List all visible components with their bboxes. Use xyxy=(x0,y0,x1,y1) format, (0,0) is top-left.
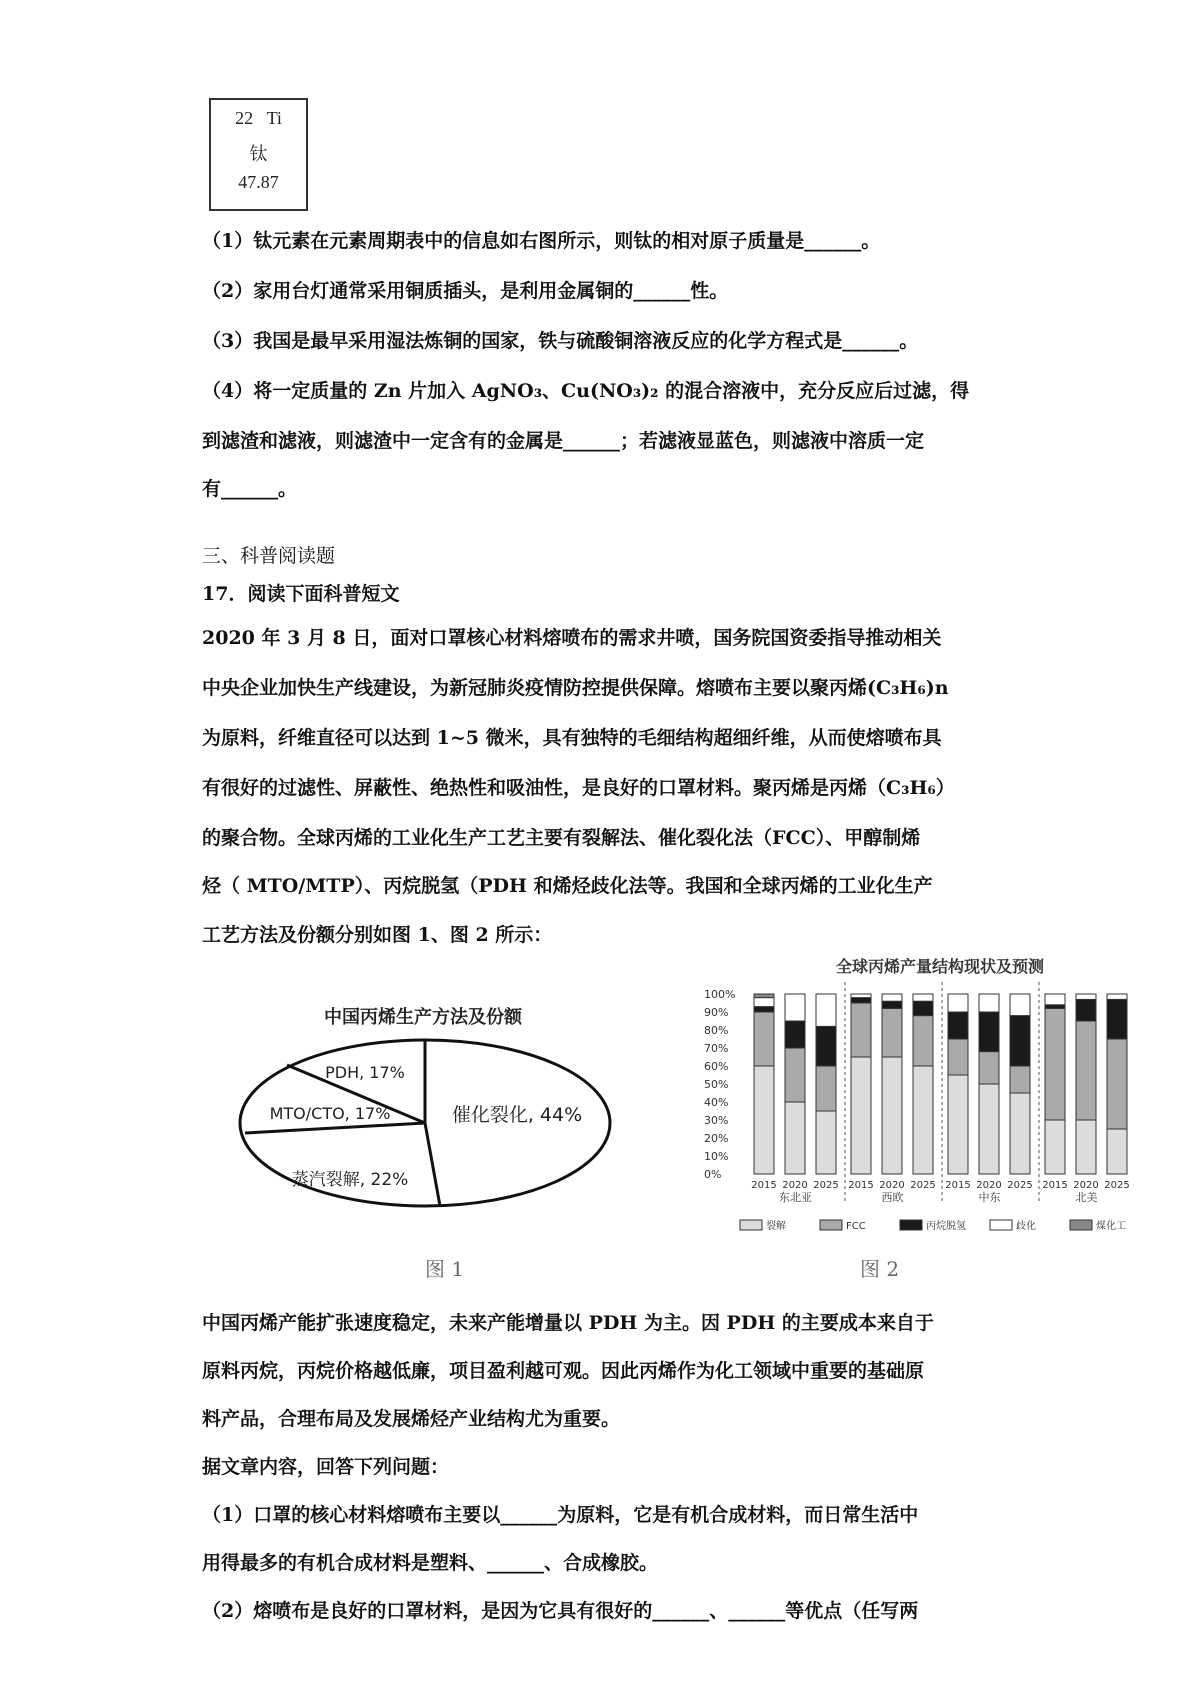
bar-segment-丙烷脱氢 xyxy=(851,998,871,1003)
y-tick-label: 70% xyxy=(704,1042,729,1055)
section-title: 三、科普阅读题 xyxy=(202,545,336,567)
figure1-pie-chart xyxy=(235,995,620,1210)
bar-segment-裂解 xyxy=(979,1084,999,1174)
bar-title: 全球丙烯产量结构现状及预测 xyxy=(835,957,1045,976)
body-line: 料产品，合理布局及发展烯烃产业结构尤为重要。 xyxy=(202,1408,621,1430)
q16-part1: （1）钛元素在元素周期表中的信息如右图所示，则钛的相对原子质量是______。 xyxy=(202,230,881,252)
prompt-line: 据文章内容，回答下列问题： xyxy=(202,1456,450,1478)
q16-part4-cont: 到滤渣和滤液，则滤渣中一定含有的金属是______；若滤液显蓝色，则滤液中溶质一定 xyxy=(202,430,925,452)
atomic-mass: 47.87 xyxy=(238,172,279,192)
legend-label: FCC xyxy=(846,1221,866,1232)
figure1-caption: 图 1 xyxy=(425,1257,465,1281)
y-tick-label: 90% xyxy=(704,1006,729,1019)
legend-swatch xyxy=(740,1220,762,1230)
legend-label: 裂解 xyxy=(766,1221,786,1232)
group-label: 中东 xyxy=(978,1191,1001,1204)
figure2-caption: 图 2 xyxy=(860,1257,900,1281)
bar-segment-丙烷脱氢 xyxy=(1076,999,1096,1021)
bar-segment-FCC xyxy=(1010,1066,1030,1093)
bar-segment-丙烷脱氢 xyxy=(1045,1005,1065,1009)
x-tick-label: 2015 xyxy=(945,1180,971,1191)
article-line: 中央企业加快生产线建设，为新冠肺炎疫情防控提供保障。熔喷布主要以聚丙烯(C₃H₆)n xyxy=(202,677,949,699)
bar-segment-歧化 xyxy=(785,994,805,1021)
y-tick-label: 0% xyxy=(704,1168,722,1181)
pie-label-fcc: 催化裂化, 44% xyxy=(451,1104,583,1126)
x-tick-label: 2020 xyxy=(1073,1180,1099,1191)
x-tick-label: 2020 xyxy=(782,1180,808,1191)
x-tick-label: 2020 xyxy=(879,1180,905,1191)
bar-segment-FCC xyxy=(754,1012,774,1066)
bar-segment-FCC xyxy=(979,1052,999,1084)
q16-part4: （4）将一定质量的 Zn 片加入 AgNO₃、Cu(NO₃)₂ 的混合溶液中，充分反应后过滤，得 xyxy=(202,380,970,402)
article-line: 为原料，纤维直径可以达到 1~5 微米，具有独特的毛细结构超细纤维，从而使熔喷布具 xyxy=(202,727,942,749)
bar-segment-FCC xyxy=(816,1066,836,1111)
bar-segment-裂解 xyxy=(882,1057,902,1174)
q16-part4-end: 有______。 xyxy=(202,478,298,500)
group-label: 西欧 xyxy=(881,1191,904,1204)
x-tick-label: 2025 xyxy=(1007,1180,1033,1191)
legend-swatch xyxy=(1070,1220,1092,1230)
legend-label: 煤化工 xyxy=(1096,1221,1126,1232)
bar-segment-丙烷脱氢 xyxy=(1010,1016,1030,1066)
pie-label-pdh: PDH, 17% xyxy=(325,1063,405,1082)
bar-segment-FCC xyxy=(913,1016,933,1066)
bar-segment-裂解 xyxy=(948,1075,968,1174)
atomic-number: 22 xyxy=(235,108,254,128)
bar-segment-丙烷脱氢 xyxy=(754,1007,774,1012)
q16-part2: （2）家用台灯通常采用铜质插头，是利用金属铜的______性。 xyxy=(202,280,729,302)
bar-segment-歧化 xyxy=(1045,994,1065,1005)
legend-label: 丙烷脱氢 xyxy=(926,1221,966,1232)
bar-segment-裂解 xyxy=(785,1102,805,1174)
bar-segment-FCC xyxy=(882,1008,902,1057)
bar-segment-裂解 xyxy=(1076,1120,1096,1174)
bar-segment-歧化 xyxy=(1107,994,1127,999)
bar-segment-歧化 xyxy=(1076,994,1096,999)
bar-segment-丙烷脱氢 xyxy=(913,1001,933,1015)
group-label: 东北亚 xyxy=(779,1191,812,1204)
article-line: 工艺方法及份额分别如图 1、图 2 所示： xyxy=(202,924,553,946)
x-tick-label: 2025 xyxy=(910,1180,936,1191)
pie-label-mto: MTO/CTO, 17% xyxy=(269,1104,391,1123)
bar-segment-裂解 xyxy=(754,1066,774,1174)
bar-segment-丙烷脱氢 xyxy=(948,1012,968,1039)
bar-segment-丙烷脱氢 xyxy=(882,1001,902,1008)
y-tick-label: 10% xyxy=(704,1150,729,1163)
bar-segment-FCC xyxy=(1045,1008,1065,1120)
q17-part1-cont: 用得最多的有机合成材料是塑料、______、合成橡胶。 xyxy=(202,1552,659,1574)
legend-label: 歧化 xyxy=(1016,1221,1036,1232)
bar-segment-FCC xyxy=(785,1048,805,1102)
bar-segment-丙烷脱氢 xyxy=(979,1012,999,1052)
q17-title: 17．阅读下面科普短文 xyxy=(202,583,400,605)
y-tick-label: 20% xyxy=(704,1132,729,1145)
q17-part2: （2）熔喷布是良好的口罩材料，是因为它具有很好的______、______等优点（任写两 xyxy=(202,1600,919,1622)
bar-segment-歧化 xyxy=(913,994,933,1001)
bar-segment-歧化 xyxy=(816,994,836,1026)
bar-segment-煤化工 xyxy=(754,994,774,998)
bar-segment-歧化 xyxy=(851,994,871,998)
legend-swatch xyxy=(900,1220,922,1230)
element-name: 钛 xyxy=(249,144,268,164)
legend-swatch xyxy=(820,1220,842,1230)
bar-segment-裂解 xyxy=(1107,1129,1127,1174)
bar-segment-丙烷脱氢 xyxy=(1107,999,1127,1039)
bar-segment-丙烷脱氢 xyxy=(785,1021,805,1048)
x-tick-label: 2025 xyxy=(1104,1180,1130,1191)
pie-label-steam: 蒸汽裂解, 22% xyxy=(291,1170,409,1190)
body-line: 原料丙烷，丙烷价格越低廉，项目盈利越可观。因此丙烯作为化工领域中重要的基础原 xyxy=(202,1360,925,1382)
bar-segment-FCC xyxy=(851,1003,871,1057)
y-tick-label: 80% xyxy=(704,1024,729,1037)
bar-segment-FCC xyxy=(1107,1039,1127,1129)
bar-segment-歧化 xyxy=(882,994,902,1001)
bar-segment-歧化 xyxy=(948,994,968,1012)
x-tick-label: 2015 xyxy=(1042,1180,1068,1191)
article-line: 的聚合物。全球丙烯的工业化生产工艺主要有裂解法、催化裂化法（FCC）、甲醇制烯 xyxy=(202,827,921,849)
element-number-symbol xyxy=(211,108,306,129)
bar-segment-歧化 xyxy=(979,994,999,1012)
article-line: 烃（ MTO/MTP）、丙烷脱氢（PDH 和烯烃歧化法等。我国和全球丙烯的工业化生产 xyxy=(202,875,933,897)
pie-title: 中国丙烯生产方法及份额 xyxy=(324,1007,522,1028)
bar-segment-裂解 xyxy=(1010,1093,1030,1174)
article-line: 2020 年 3 月 8 日，面对口罩核心材料熔喷布的需求井喷，国务院国资委指导推动相关 xyxy=(202,627,942,649)
article-line: 有很好的过滤性、屏蔽性、绝热性和吸油性，是良好的口罩材料。聚丙烯是丙烯（C₃H₆） xyxy=(202,777,955,799)
figure2-bar-chart xyxy=(700,952,1170,1242)
y-tick-label: 30% xyxy=(704,1114,729,1127)
q17-part1: （1）口罩的核心材料熔喷布主要以______为原料，它是有机合成材料，而日常生活中 xyxy=(202,1504,919,1526)
bar-segment-裂解 xyxy=(851,1057,871,1174)
bar-segment-裂解 xyxy=(816,1111,836,1174)
x-tick-label: 2020 xyxy=(976,1180,1002,1191)
bar-segment-裂解 xyxy=(1045,1120,1065,1174)
element-card xyxy=(209,98,308,211)
y-tick-label: 40% xyxy=(704,1096,729,1109)
q16-part3: （3）我国是最早采用湿法炼铜的国家，铁与硫酸铜溶液反应的化学方程式是______。 xyxy=(202,330,919,352)
element-symbol: Ti xyxy=(266,108,282,128)
y-tick-label: 50% xyxy=(704,1078,729,1091)
x-tick-label: 2015 xyxy=(751,1180,777,1191)
body-line: 中国丙烯产能扩张速度稳定，未来产能增量以 PDH 为主。因 PDH 的主要成本来自于 xyxy=(202,1312,934,1334)
y-tick-label: 100% xyxy=(704,988,736,1001)
y-tick-label: 60% xyxy=(704,1060,729,1073)
x-tick-label: 2015 xyxy=(848,1180,874,1191)
bar-segment-歧化 xyxy=(754,998,774,1007)
bar-segment-歧化 xyxy=(1010,994,1030,1016)
x-tick-label: 2025 xyxy=(813,1180,839,1191)
legend-swatch xyxy=(990,1220,1012,1230)
bar-segment-丙烷脱氢 xyxy=(816,1026,836,1066)
group-label: 北美 xyxy=(1075,1191,1098,1204)
bar-segment-裂解 xyxy=(913,1066,933,1174)
bar-segment-FCC xyxy=(1076,1021,1096,1120)
bar-segment-FCC xyxy=(948,1039,968,1075)
